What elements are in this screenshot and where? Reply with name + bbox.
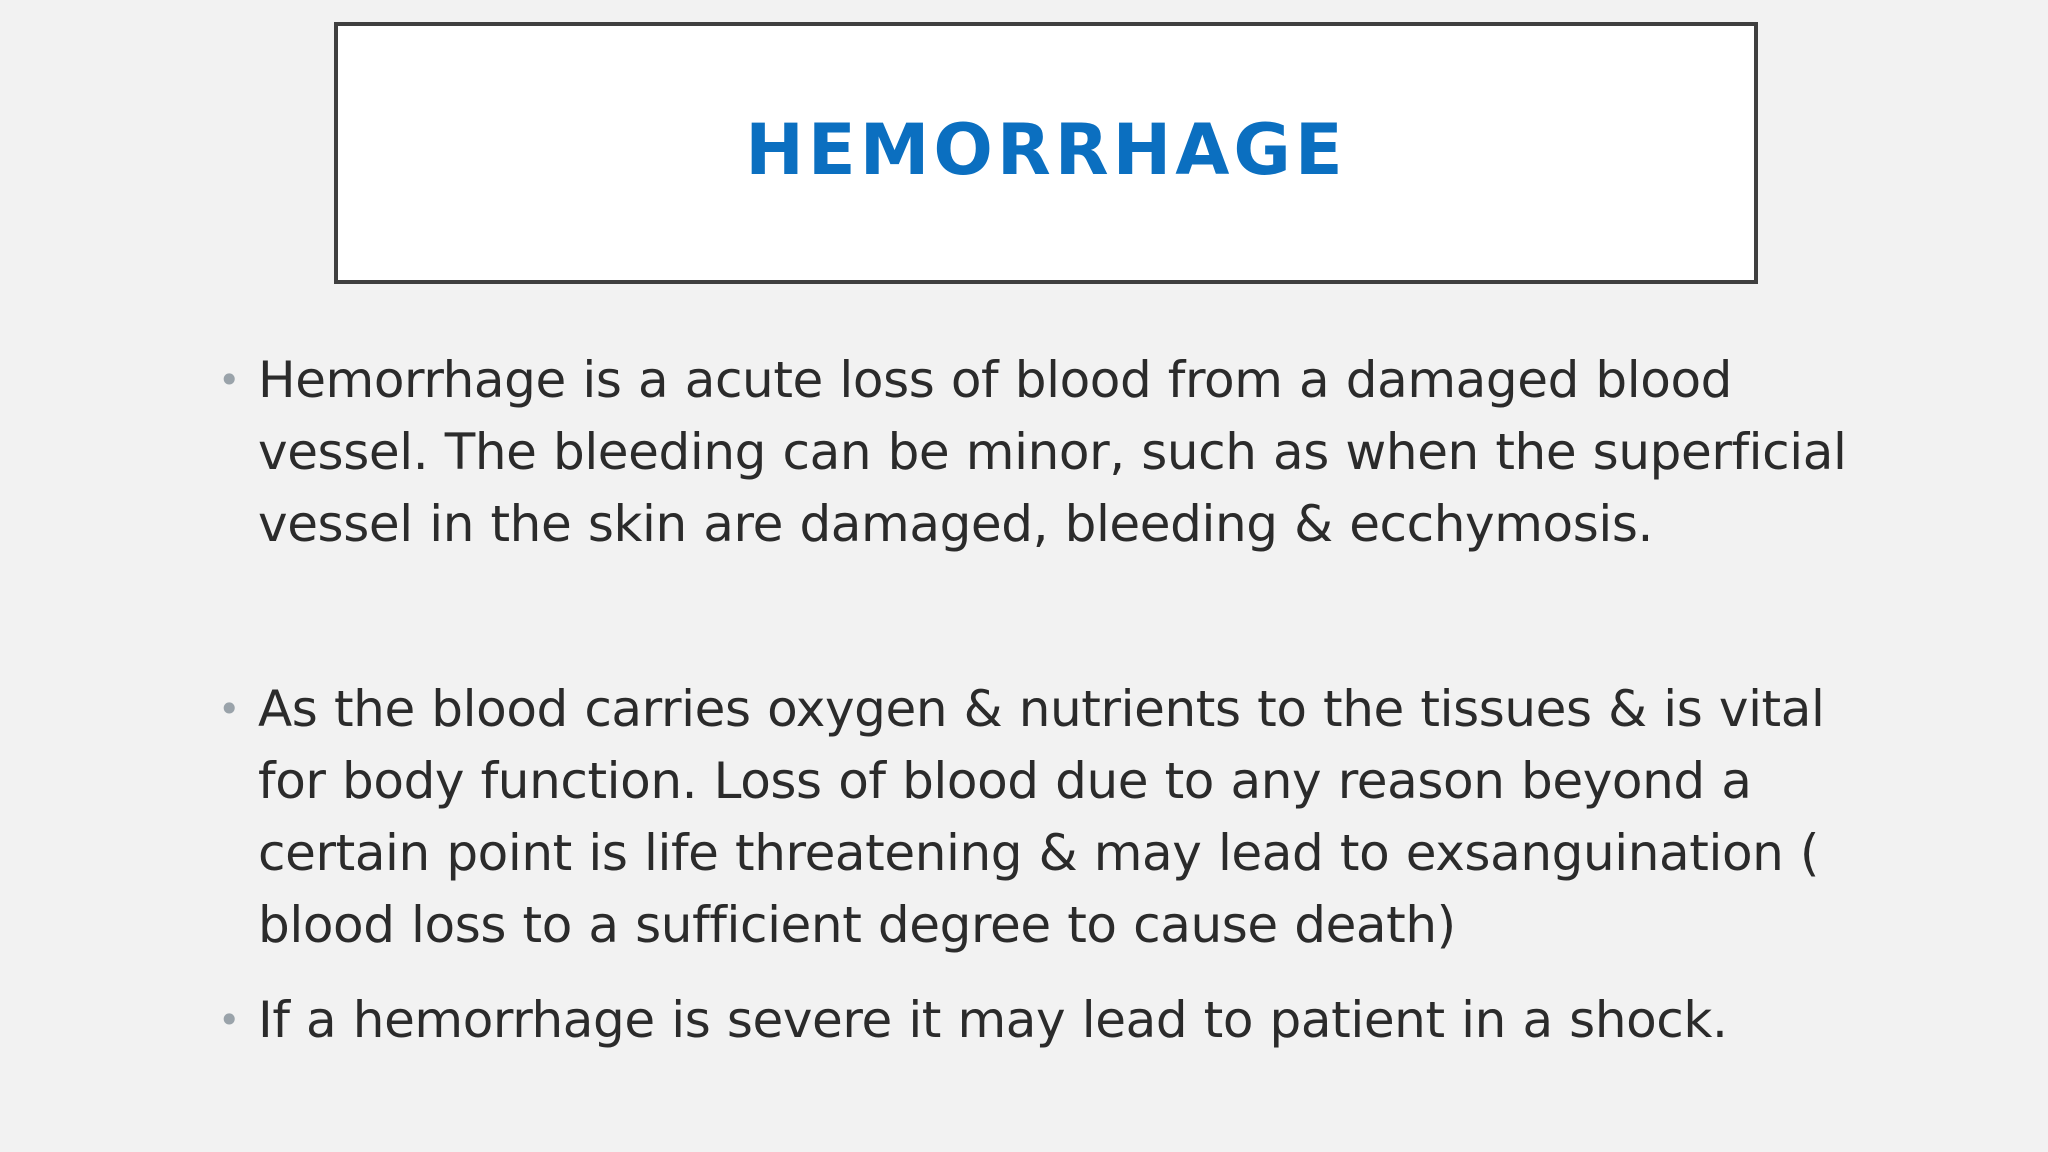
- bullet-text: Hemorrhage is a acute loss of blood from a damaged blood vessel. The bleeding can be minor, such as when the superficial vessel in the skin are damaged, bleeding & ecchymosis.: [258, 351, 1847, 553]
- bullet-dot-icon: •: [218, 687, 241, 731]
- bullet-text: As the blood carries oxygen & nutrients to the tissues & is vital for body function. Loss of blood due to any reason beyond a certain point is life threatening & may lead to exsanguination ( blood loss to a sufficient degree to cause death): [258, 680, 1825, 954]
- bullet-item: [218, 984, 1898, 1056]
- title-box: [334, 22, 1758, 284]
- bullet-item: [218, 344, 1898, 560]
- bullet-dot-icon: •: [218, 358, 241, 402]
- bullet-dot-icon: •: [218, 998, 241, 1042]
- bullet-item: [218, 673, 1898, 961]
- bullet-text: If a hemorrhage is severe it may lead to patient in a shock.: [258, 991, 1728, 1049]
- slide-title: HEMORRHAGE: [745, 109, 1347, 191]
